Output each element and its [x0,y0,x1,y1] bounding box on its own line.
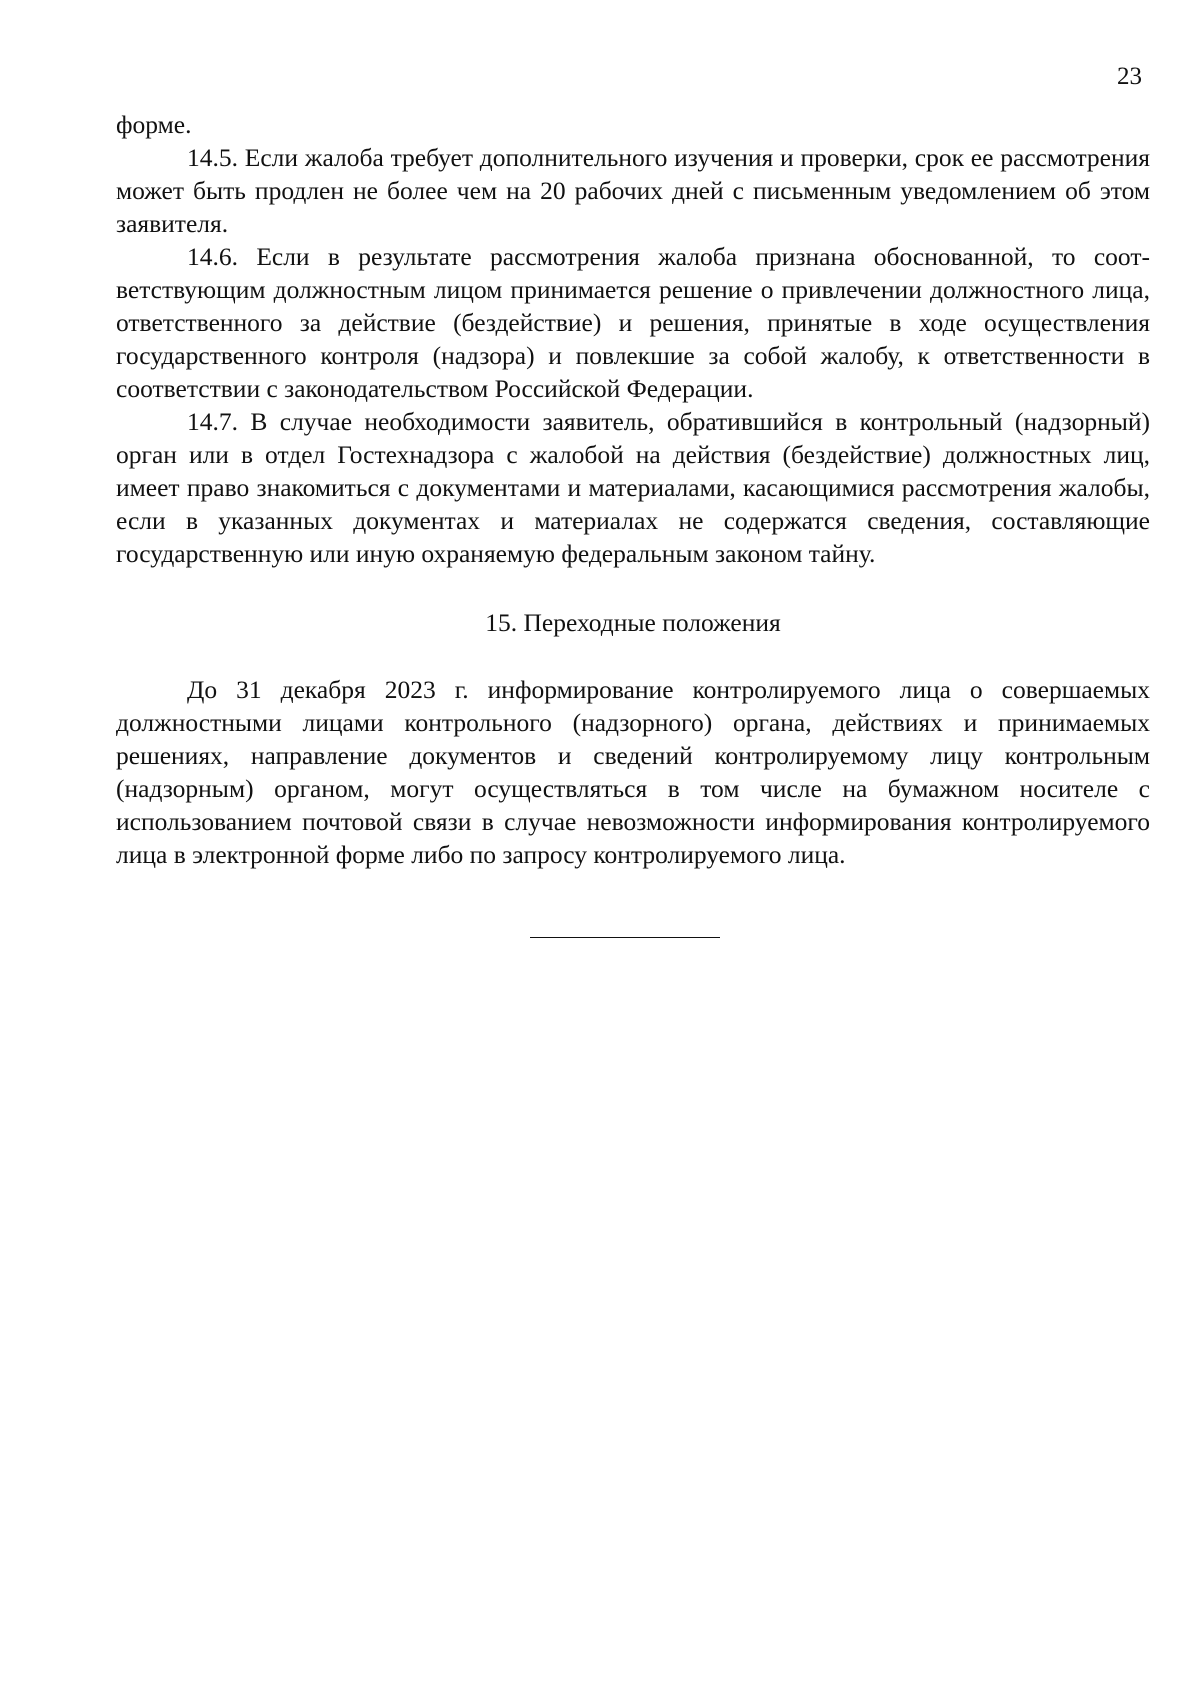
paragraph-15-body: До 31 декабря 2023 г. информирование контролируемого лица о совершаемых должностными лицами контрольного (надзорного) органа, действиях и принимаемых решениях, направление документов и сведений контролируемому лицу контрольным (надзорным) органом, могут осуществляться в том числе на бумажном носителе с использованием почтовой связи в случае невозможности информирования контролируемого лица в электронной форме либо по запросу контролируемого лица. [116,675,1150,869]
page-number: 23 [1117,63,1142,90]
paragraph-14-5: 14.5. Если жалоба требует дополнительного изучения и проверки, срок ее рассмотрения может быть продлен не более чем на 20 рабочих дней с письменным уведомлением об этом заявителя. [116,143,1150,238]
paragraph-14-6: 14.6. Если в результате рассмотрения жалоба признана обоснованной, то соответствующим должностным лицом принимается решение о привлечении должностного лица, ответственного за действие (бездействие) и решения, принятые в ходе осуществления государственного контроля (надзора) и повлекшие за собой жалобу, к ответственности в соответствии с законодательством Российской Федерации. [116,242,1150,403]
section-heading-15: 15. Переходные положения [485,608,781,637]
paragraph-14-7: 14.7. В случае необходимости заявитель, обратившийся в контрольный (надзорный) орган или в отдел Гостехнадзора с жалобой на действия (бездействие) должностных лиц, имеет право знакомиться с документами и материалами, касающимися рассмотрения жалобы, если в указанных документах и материалах не содержатся сведения, составляющие государственную или иную охраняемую федеральным законом тайну. [116,407,1150,568]
document-body [116,108,1150,938]
end-divider-line [530,937,720,938]
paragraph-continuation: форме. [116,110,192,139]
